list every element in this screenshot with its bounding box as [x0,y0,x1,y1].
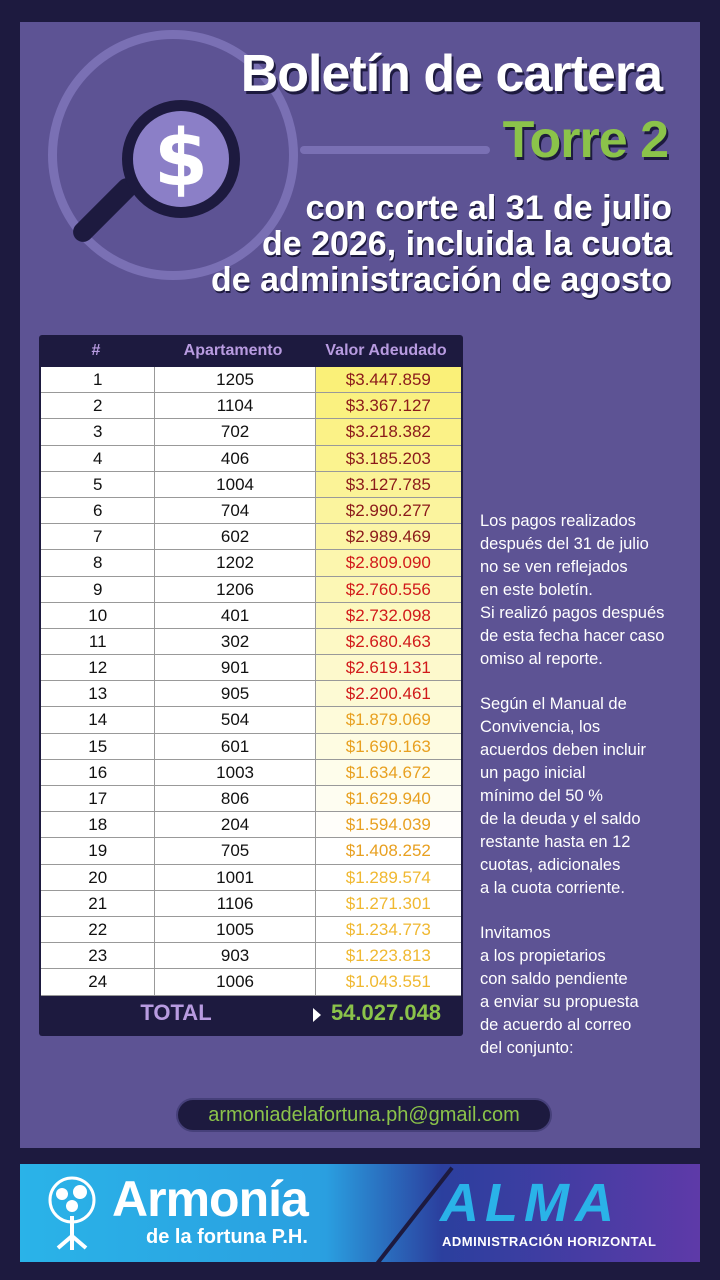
row-apartment: 704 [155,498,315,523]
row-apartment: 705 [155,838,315,863]
row-number: 1 [41,367,155,392]
row-amount: $2.760.556 [316,577,461,602]
tree-icon [42,1176,102,1252]
row-number: 16 [41,760,155,785]
table-row [41,419,461,445]
row-number: 14 [41,707,155,732]
total-value: 54.027.048 [330,999,442,1025]
row-number: 23 [41,943,155,968]
row-amount: $1.408.252 [345,841,431,861]
row-number: 15 [41,734,155,759]
table-row [41,786,461,812]
note-line: cuotas, adicionales [480,856,621,874]
row-amount: $2.680.463 [316,629,461,654]
row-apartment: 406 [155,446,315,471]
note-line: de la deuda y el saldo [480,810,641,828]
row-number: 5 [41,472,155,497]
row-amount: $1.289.574 [345,867,431,887]
note-line: Según el Manual de [480,695,627,713]
table-row [41,655,461,681]
note-line: de esta fecha hacer caso [480,627,665,645]
table-header [39,335,463,367]
row-apartment: 903 [155,943,315,968]
row-amount: $3.127.785 [316,472,461,497]
row-apartment: 1004 [155,472,315,497]
row-number: 11 [41,629,155,654]
arrow-icon [313,1008,321,1022]
row-amount: $1.234.773 [345,919,431,939]
row-apartment: 204 [155,812,315,837]
row-apartment: 1003 [155,760,315,785]
note-paragraph [480,510,705,671]
row-number: 7 [41,524,155,549]
note-line: Invitamos [480,924,551,942]
table-row [41,603,461,629]
note-line: un pago inicial [480,764,586,782]
table-row [41,681,461,707]
header-amount: Valor Adeudado [325,342,447,359]
cutoff-line: con corte al 31 de julio [305,189,672,227]
row-amount: $1.594.039 [316,812,461,837]
row-apartment: 1001 [155,865,315,890]
row-number: 13 [41,681,155,706]
row-apartment: 1005 [155,917,315,942]
note-line: del conjunto: [480,1039,574,1057]
row-apartment: 1206 [155,577,315,602]
note-line: acuerdos deben incluir [480,741,647,759]
row-number: 21 [41,891,155,916]
table-row [41,629,461,655]
notes [480,510,705,1082]
table-row [41,577,461,603]
note-line: Si realizó pagos después [480,604,665,622]
note-line: a enviar su propuesta [480,993,639,1011]
note-paragraph [480,693,705,900]
row-apartment: 1205 [155,367,315,392]
table-row [41,707,461,733]
row-number: 19 [41,838,155,863]
note-line: Convivencia, los [480,718,601,736]
table-row [41,367,461,393]
row-apartment: 601 [155,734,315,759]
row-amount: $3.185.203 [316,446,461,471]
row-apartment: 901 [155,655,315,680]
row-amount: $1.271.301 [345,893,431,913]
brand-logo: Armonía [112,1171,308,1227]
row-number: 12 [41,655,155,680]
row-apartment: 1104 [155,393,315,418]
row-amount: $2.989.469 [316,524,461,549]
row-number: 18 [41,812,155,837]
note-line: no se ven reflejados [480,558,628,576]
cutoff-line: de administración de agosto [211,261,672,299]
cutoff-text [152,190,672,298]
row-number: 22 [41,917,155,942]
cutoff-line: de 2026, incluida la cuota [261,225,672,263]
row-number: 6 [41,498,155,523]
alma-subtitle: ADMINISTRACIÓN HORIZONTAL [442,1234,657,1249]
row-number: 2 [41,393,155,418]
row-amount: $2.200.461 [316,681,461,706]
table-row [41,969,461,995]
row-amount: $2.990.277 [316,498,461,523]
row-amount: $1.879.069 [316,707,461,732]
note-line: en este boletín. [480,581,593,599]
decorative-line [300,146,490,154]
row-apartment: 1202 [155,550,315,575]
row-number: 20 [41,865,155,890]
row-apartment: 602 [155,524,315,549]
row-apartment: 504 [155,707,315,732]
note-line: Los pagos realizados [480,512,636,530]
table-row [41,943,461,969]
note-line: de acuerdo al correo [480,1016,632,1034]
row-amount: $1.223.813 [345,946,431,966]
alma-logo: ALMA [440,1173,620,1233]
row-amount: $3.218.382 [316,419,461,444]
row-apartment: 806 [155,786,315,811]
table-row [41,393,461,419]
row-apartment: 1006 [155,969,315,994]
table-row [41,917,461,943]
row-number: 24 [41,969,155,994]
row-amount: $1.690.163 [316,734,461,759]
note-line: a los propietarios [480,947,606,965]
note-line: a la cuota corriente. [480,879,625,897]
table-row [41,446,461,472]
row-amount: $2.809.090 [316,550,461,575]
row-amount: $2.619.131 [316,655,461,680]
note-paragraph [480,922,705,1060]
row-number: 9 [41,577,155,602]
table-row [41,498,461,524]
row-apartment: 905 [155,681,315,706]
brand-subtitle: de la fortuna P.H. [146,1226,308,1248]
row-apartment: 1106 [155,891,315,916]
row-amount: $3.447.859 [316,367,461,392]
row-apartment: 702 [155,419,315,444]
note-line: después del 31 de julio [480,535,649,553]
table-row [41,891,461,917]
row-number: 3 [41,419,155,444]
table-row [41,760,461,786]
note-line: mínimo del 50 % [480,787,603,805]
note-line: con saldo pendiente [480,970,628,988]
row-amount: $1.043.551 [345,972,431,992]
table-row [41,865,461,891]
row-apartment: 401 [155,603,315,628]
row-amount: $3.367.127 [316,393,461,418]
footer-banner [20,1164,700,1262]
table-body [41,367,461,996]
row-number: 10 [41,603,155,628]
row-number: 17 [41,786,155,811]
table-row [41,812,461,838]
row-number: 8 [41,550,155,575]
header-number: # [91,342,101,359]
row-amount: $2.732.098 [316,603,461,628]
dollar-icon: $ [153,114,209,204]
row-number: 4 [41,446,155,471]
table-row [41,838,461,864]
header-apartment: Apartamento [183,342,283,359]
table-row [41,734,461,760]
total-label: TOTAL [140,999,212,1025]
row-apartment: 302 [155,629,315,654]
table-row [41,472,461,498]
row-amount: $1.634.672 [316,760,461,785]
debt-table [39,335,463,1036]
email-link[interactable]: armoniadelafortuna.ph@gmail.com [176,1098,552,1132]
table-row [41,550,461,576]
total-row [39,996,463,1030]
page-subtitle: Torre 2 [502,111,668,169]
table-row [41,524,461,550]
total-value-cell [313,1000,459,1026]
page-title: Boletín de cartera [240,45,662,103]
note-line: omiso al reporte. [480,650,603,668]
note-line: restante hasta en 12 [480,833,631,851]
row-amount: $1.629.940 [316,786,461,811]
